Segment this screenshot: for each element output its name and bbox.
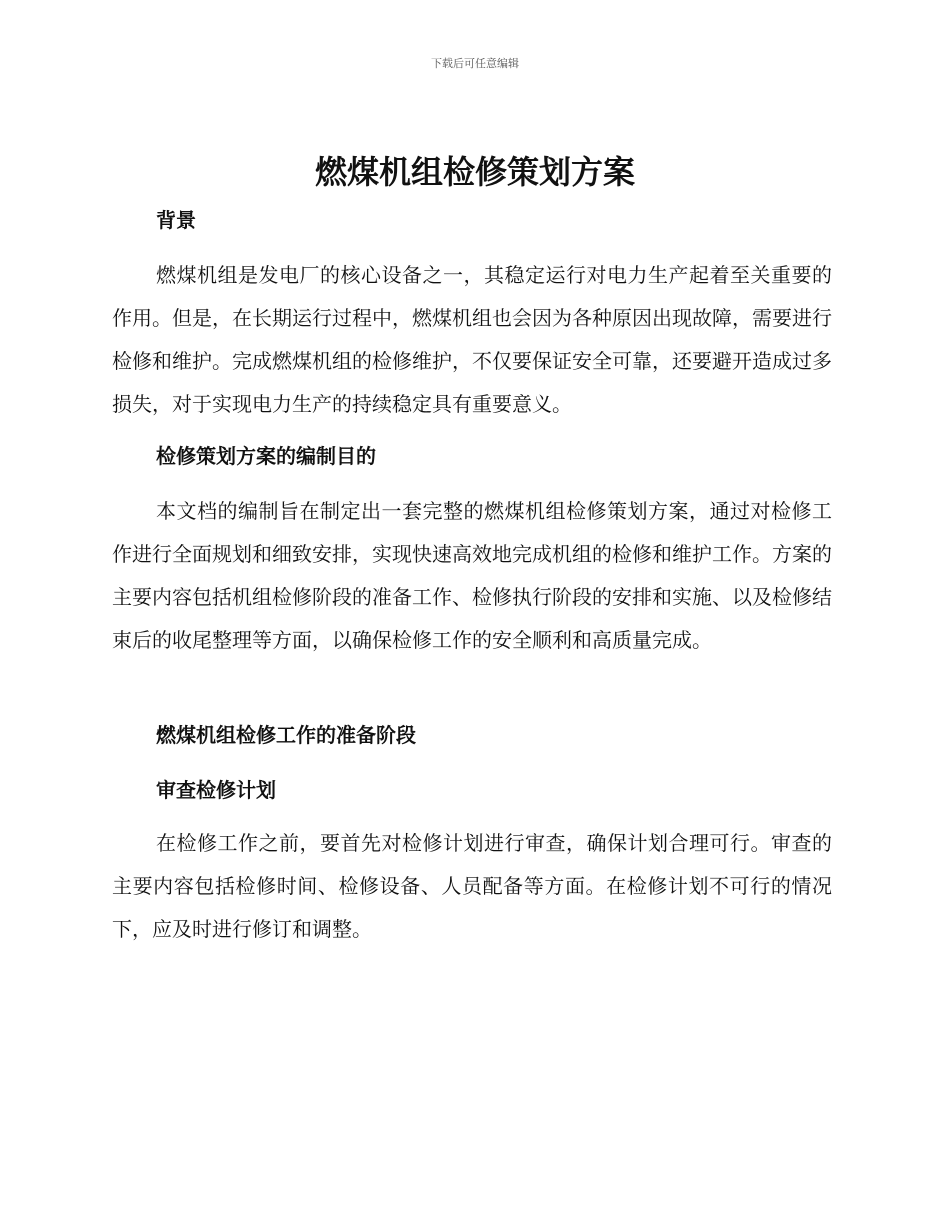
document-title: 燃煤机组检修策划方案: [314, 153, 635, 191]
section-heading-background: 背景: [156, 208, 196, 232]
section-heading-purpose: 检修策划方案的编制目的: [156, 444, 376, 468]
section-paragraph-background: 燃煤机组是发电厂的核心设备之一，其稳定运行对电力生产起着至关重要的作用。但是，在长期运行过程中，燃煤机组也会因为各种原因出现故障，需要进行检修和维护。完成燃煤机组的检修维护，不仅要保证安全可靠，还要避开造成过多损失，对于实现电力生产的持续稳定具有重要意义。: [112, 263, 832, 416]
header-note: 下载后可任意编辑: [431, 57, 519, 70]
section-paragraph-purpose: 本文档的编制旨在制定出一套完整的燃煤机组检修策划方案，通过对检修工作进行全面规划和细致安排，实现快速高效地完成机组的检修和维护工作。方案的主要内容包括机组检修阶段的准备工作、检修执行阶段的安排和实施、以及检修结束后的收尾整理等方面，以确保检修工作的安全顺利和高质量完成。: [112, 499, 832, 652]
section-heading-review-plan: 审查检修计划: [156, 778, 276, 802]
section-paragraph-review-plan: 在检修工作之前，要首先对检修计划进行审查，确保计划合理可行。审查的主要内容包括检修时间、检修设备、人员配备等方面。在检修计划不可行的情况下，应及时进行修订和调整。: [112, 831, 832, 941]
section-heading-preparation: 燃煤机组检修工作的准备阶段: [156, 723, 416, 747]
